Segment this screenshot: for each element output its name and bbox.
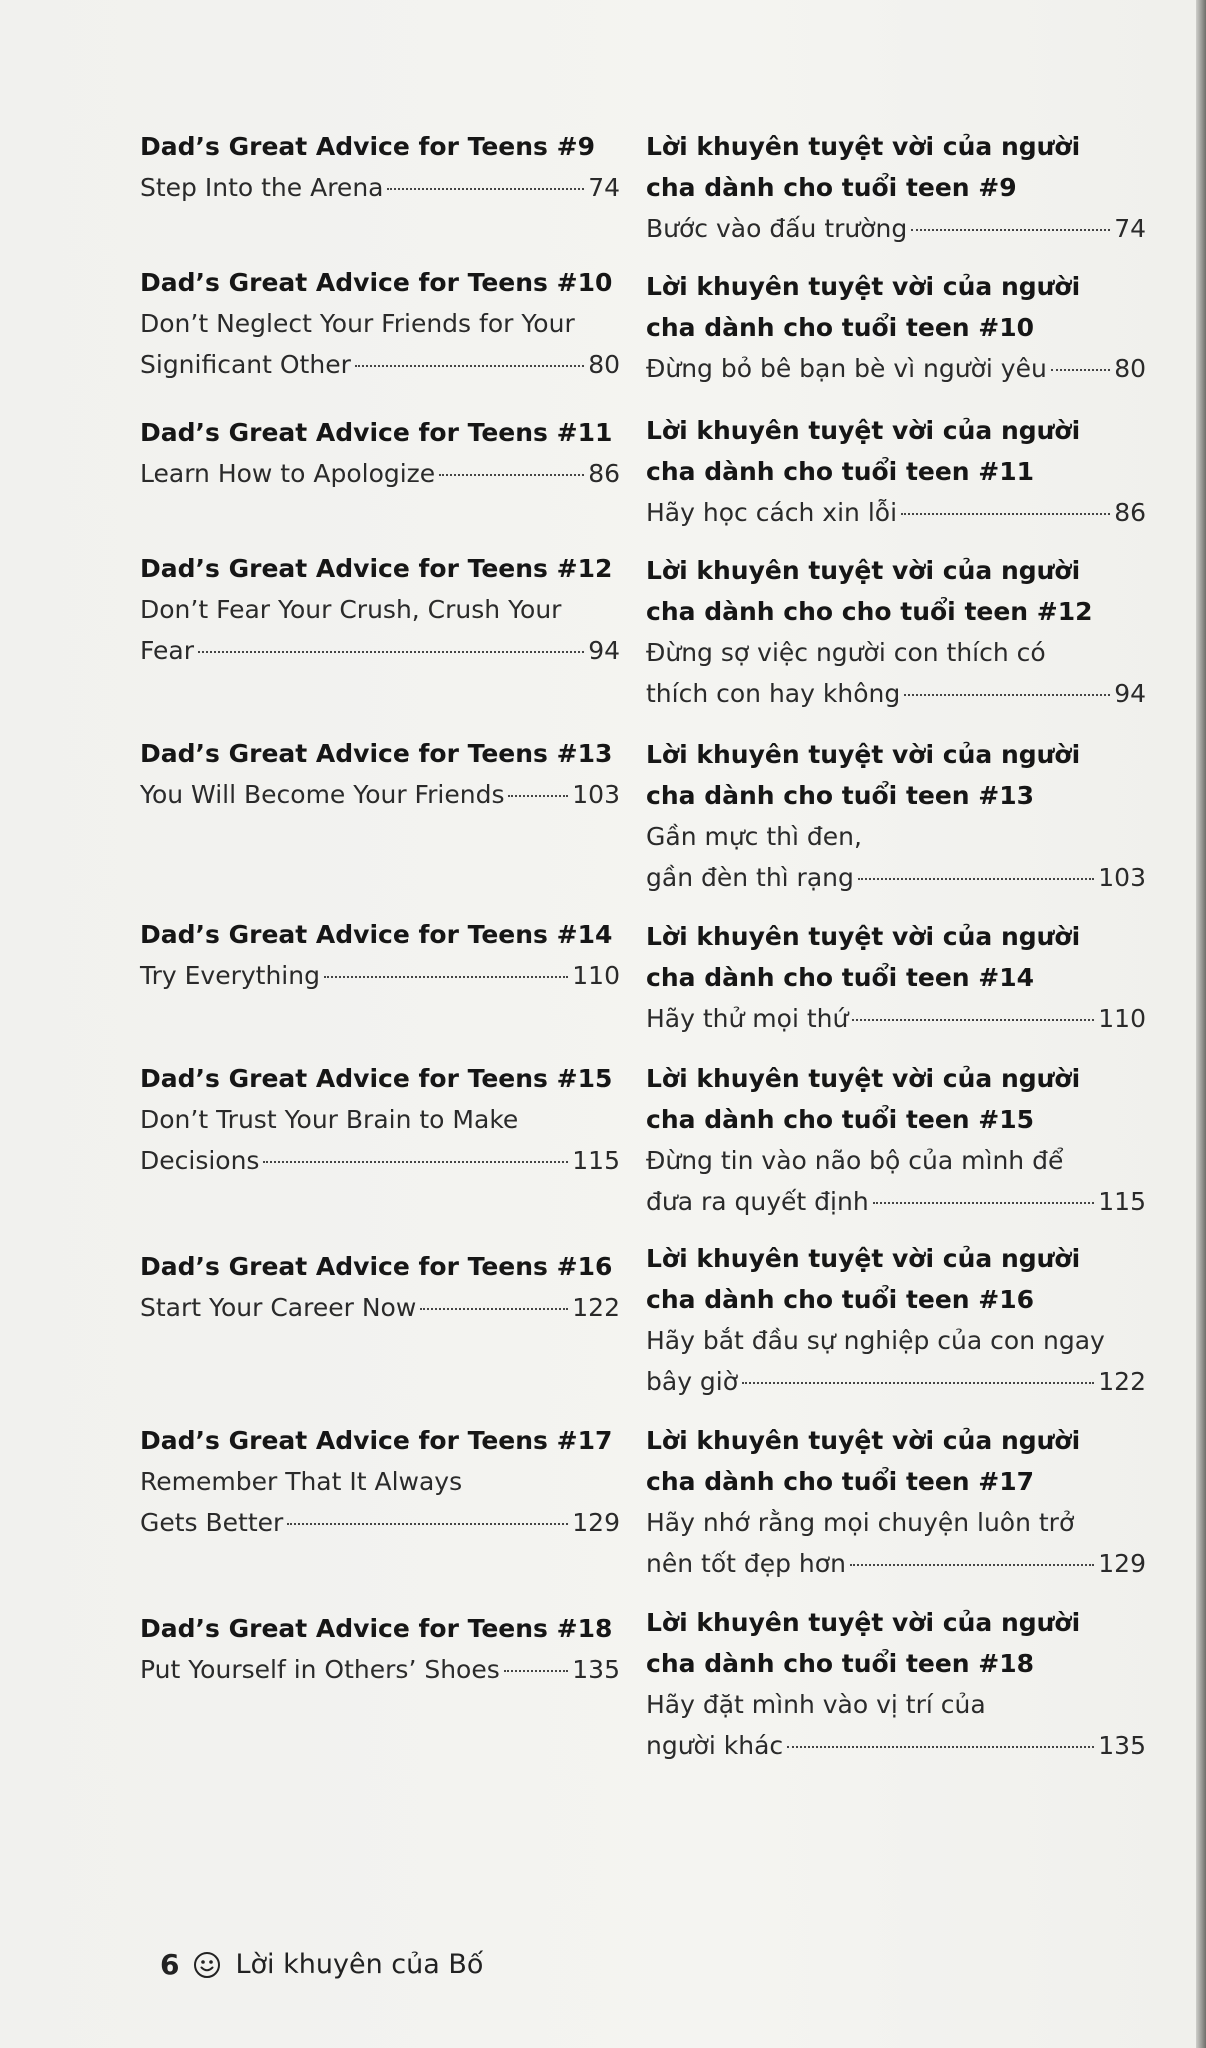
toc-entry[interactable] (646, 916, 1146, 1039)
toc-entry-title-line: Try Everything (140, 961, 320, 990)
toc-entry-heading: Lời khuyên tuyệt vời của người (646, 416, 1081, 445)
toc-entry-title-line: Hãy nhớ rằng mọi chuyện luôn trở (646, 1508, 1075, 1537)
toc-entry-heading: Lời khuyên tuyệt vời của người (646, 132, 1081, 161)
toc-entry-title-line: Đừng bỏ bê bạn bè vì người yêu (646, 354, 1047, 383)
toc-entry-heading: cha dành cho tuổi teen #18 (646, 1649, 1035, 1678)
toc-entry-title-row (646, 673, 1146, 714)
toc-entry-title-line: Hãy bắt đầu sự nghiệp của con ngay (646, 1326, 1105, 1355)
toc-entry[interactable] (140, 1420, 620, 1543)
book-spine-shadow (1196, 0, 1206, 2048)
toc-entry-title-row (646, 1543, 1146, 1584)
dot-leader (263, 1161, 568, 1163)
toc-entry-title-row (140, 344, 620, 385)
toc-entry-title-row (646, 348, 1146, 389)
dot-leader (287, 1523, 568, 1525)
toc-entry[interactable] (140, 126, 620, 208)
toc-entry-heading: cha dành cho tuổi teen #11 (646, 457, 1035, 486)
toc-entry-title-row (140, 453, 620, 494)
dot-leader (858, 878, 1094, 880)
toc-entry-title-line: Remember That It Always (140, 1467, 463, 1496)
toc-page-number: 80 (588, 350, 620, 379)
toc-entry-title-line: Significant Other (140, 350, 351, 379)
toc-entry-title-row (646, 1361, 1146, 1402)
dot-leader (852, 1019, 1094, 1021)
toc-entry-heading: Dad’s Great Advice for Teens #10 (140, 268, 613, 297)
toc-entry-title-row (646, 208, 1146, 249)
toc-page-number: 86 (588, 459, 620, 488)
toc-page-number: 94 (588, 636, 620, 665)
toc-entry-title-row (140, 1502, 620, 1543)
toc-entry-title-line: Don’t Trust Your Brain to Make (140, 1105, 519, 1134)
toc-entry-heading: cha dành cho tuổi teen #9 (646, 173, 1017, 202)
toc-page-number: 110 (1098, 1004, 1146, 1033)
book-title: Lời khuyên của Bố (235, 1949, 484, 1980)
toc-entry-heading: Lời khuyên tuyệt vời của người (646, 1244, 1081, 1273)
toc-entry-title-line: gần đèn thì rạng (646, 863, 854, 892)
toc-entry[interactable] (646, 410, 1146, 533)
toc-entry-heading: Lời khuyên tuyệt vời của người (646, 1608, 1081, 1637)
toc-entry[interactable] (140, 548, 620, 671)
toc-entry-heading: Lời khuyên tuyệt vời của người (646, 1064, 1081, 1093)
toc-entry-heading: Dad’s Great Advice for Teens #12 (140, 554, 613, 583)
toc-entry-heading: Lời khuyên tuyệt vời của người (646, 1426, 1081, 1455)
toc-entry-title-row (140, 774, 620, 815)
toc-entry-heading: Dad’s Great Advice for Teens #11 (140, 418, 613, 447)
dot-leader (387, 188, 584, 190)
toc-entry-title-line: Hãy thử mọi thứ (646, 1004, 849, 1033)
dot-leader (198, 651, 584, 653)
toc-entry[interactable] (646, 734, 1146, 898)
toc-entry-title-row (140, 1649, 620, 1690)
toc-entry-title-line: Hãy học cách xin lỗi (646, 498, 898, 527)
toc-entry-title-row (646, 1725, 1146, 1766)
toc-entry-title-line: Step Into the Arena (140, 173, 384, 202)
toc-entry[interactable] (140, 1608, 620, 1690)
toc-entry-title-line: Đừng sợ việc người con thích có (646, 638, 1046, 667)
dot-leader (742, 1382, 1094, 1384)
toc-page-number: 115 (572, 1146, 620, 1175)
toc-entry-title-line: You Will Become Your Friends (140, 780, 505, 809)
toc-entry-heading: Dad’s Great Advice for Teens #17 (140, 1426, 613, 1455)
toc-entry-title-row (140, 630, 620, 671)
toc-page-number: 103 (572, 780, 620, 809)
toc-entry[interactable] (140, 733, 620, 815)
toc-page-number: 122 (572, 1293, 620, 1322)
toc-page-number: 74 (1114, 214, 1146, 243)
toc-entry-heading: cha dành cho cho tuổi teen #12 (646, 597, 1093, 626)
toc-entry-heading: Lời khuyên tuyệt vời của người (646, 272, 1081, 301)
toc-page-number: 129 (572, 1508, 620, 1537)
toc-entry-title-row (646, 857, 1146, 898)
toc-entry[interactable] (646, 1058, 1146, 1222)
dot-leader (420, 1308, 568, 1310)
toc-entry[interactable] (646, 266, 1146, 389)
dot-leader (1051, 369, 1110, 371)
toc-entry-heading: cha dành cho tuổi teen #17 (646, 1467, 1035, 1496)
toc-entry-heading: cha dành cho tuổi teen #16 (646, 1285, 1035, 1314)
toc-entry-title-line: Don’t Neglect Your Friends for Your (140, 309, 575, 338)
toc-entry-title-row (646, 1181, 1146, 1222)
dot-leader (439, 474, 584, 476)
toc-entry-heading: Lời khuyên tuyệt vời của người (646, 740, 1081, 769)
dot-leader (355, 365, 584, 367)
toc-entry-title-line: Don’t Fear Your Crush, Crush Your (140, 595, 562, 624)
toc-entry-title-line: Bước vào đấu trường (646, 214, 908, 243)
toc-entry-heading: Dad’s Great Advice for Teens #13 (140, 739, 613, 768)
toc-entry-heading: cha dành cho tuổi teen #10 (646, 313, 1035, 342)
toc-entry-title-line: nên tốt đẹp hơn (646, 1549, 846, 1578)
toc-entry-heading: cha dành cho tuổi teen #15 (646, 1105, 1035, 1134)
toc-entry-heading: Dad’s Great Advice for Teens #9 (140, 132, 595, 161)
toc-entry-title-row (646, 998, 1146, 1039)
page-footer (160, 1948, 483, 1981)
dot-leader (504, 1670, 569, 1672)
dot-leader (873, 1202, 1095, 1204)
toc-entry-heading: Dad’s Great Advice for Teens #18 (140, 1614, 613, 1643)
toc-entry-title-line: Gần mực thì đen, (646, 822, 862, 851)
dot-leader (850, 1564, 1094, 1566)
toc-entry-title-line: Gets Better (140, 1508, 284, 1537)
toc-page-number: 135 (572, 1655, 620, 1684)
dot-leader (787, 1746, 1094, 1748)
toc-entry-title-line: bây giờ (646, 1367, 739, 1396)
toc-entry-title-line: Decisions (140, 1146, 260, 1175)
toc-entry-title-line: thích con hay không (646, 679, 901, 708)
dot-leader (324, 976, 568, 978)
toc-entry-heading: Lời khuyên tuyệt vời của người (646, 922, 1081, 951)
dot-leader (901, 513, 1110, 515)
dot-leader (911, 229, 1110, 231)
toc-page-number: 94 (1114, 679, 1146, 708)
toc-page-number: 135 (1098, 1731, 1146, 1760)
toc-entry[interactable] (646, 1238, 1146, 1402)
page-number: 6 (160, 1948, 180, 1981)
toc-entry-title-line: Fear (140, 636, 194, 665)
toc-entry-title-line: Put Yourself in Others’ Shoes (140, 1655, 500, 1684)
toc-entry-title-line: Đừng tin vào não bộ của mình để (646, 1146, 1064, 1175)
toc-entry[interactable] (140, 1058, 620, 1181)
toc-entry[interactable] (140, 262, 620, 385)
toc-entry-heading: Dad’s Great Advice for Teens #15 (140, 1064, 613, 1093)
toc-entry-title-line: Hãy đặt mình vào vị trí của (646, 1690, 986, 1719)
toc-page-number: 74 (588, 173, 620, 202)
toc-entry-title-line: người khác (646, 1731, 784, 1760)
toc-page-number: 103 (1098, 863, 1146, 892)
toc-entry-title-line: đưa ra quyết định (646, 1187, 869, 1216)
smiley-icon (193, 1951, 221, 1979)
toc-page-number: 110 (572, 961, 620, 990)
toc-entry[interactable] (140, 1246, 620, 1328)
dot-leader (904, 694, 1110, 696)
toc-page-number: 129 (1098, 1549, 1146, 1578)
toc-entry-title-line: Learn How to Apologize (140, 459, 436, 488)
toc-entry-title-row (140, 955, 620, 996)
toc-entry-heading: cha dành cho tuổi teen #13 (646, 781, 1035, 810)
toc-entry[interactable] (646, 550, 1146, 714)
toc-entry-heading: cha dành cho tuổi teen #14 (646, 963, 1035, 992)
toc-entry[interactable] (140, 914, 620, 996)
toc-entry-title-row (140, 1140, 620, 1181)
toc-entry[interactable] (140, 412, 620, 494)
toc-page-number: 115 (1098, 1187, 1146, 1216)
toc-entry-title-row (140, 1287, 620, 1328)
toc-entry[interactable] (646, 126, 1146, 249)
toc-entry-heading: Lời khuyên tuyệt vời của người (646, 556, 1081, 585)
toc-entry-title-line: Start Your Career Now (140, 1293, 417, 1322)
toc-entry[interactable] (646, 1420, 1146, 1584)
toc-entry-title-row (140, 167, 620, 208)
toc-entry-heading: Dad’s Great Advice for Teens #14 (140, 920, 613, 949)
toc-entry-title-row (646, 492, 1146, 533)
toc-entry[interactable] (646, 1602, 1146, 1766)
toc-entry-heading: Dad’s Great Advice for Teens #16 (140, 1252, 613, 1281)
toc-page-number: 80 (1114, 354, 1146, 383)
toc-page-number: 86 (1114, 498, 1146, 527)
dot-leader (508, 795, 568, 797)
toc-page-number: 122 (1098, 1367, 1146, 1396)
